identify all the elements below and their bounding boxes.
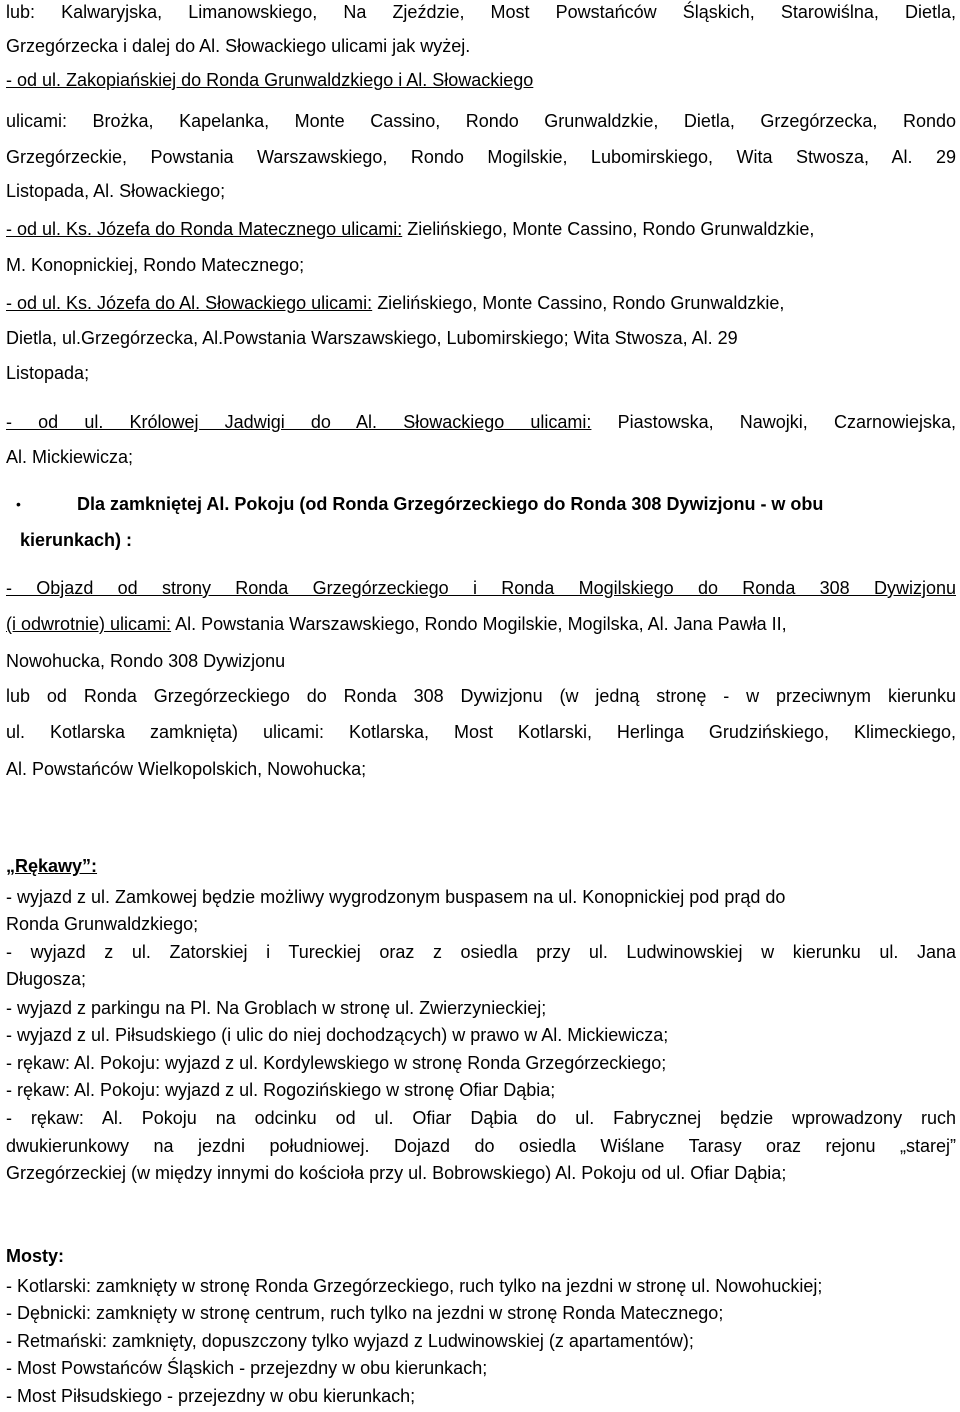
- text-line: ulicami: Brożka, Kapelanka, Monte Cassino, Rondo Grunwaldzkie, Dietla, Grzegórzecka, Rondo: [6, 111, 956, 131]
- text-segment: Zielińskiego, Monte Cassino, Rondo Grunwaldzkie,: [372, 293, 785, 313]
- text-segment-underlined: - od ul. Królowej Jadwigi do Al. Słowackiego ulicami:: [6, 412, 592, 432]
- text-line: - wyjazd z ul. Zamkowej będzie możliwy wygrodzonym buspasem na ul. Konopnickiej pod prąd do: [6, 887, 786, 907]
- text-line: - Most Piłsudskiego - przejezdny w obu kierunkach;: [6, 1386, 416, 1406]
- text-line: - Objazd od strony Ronda Grzegórzeckiego i Ronda Mogilskiego do Ronda 308 Dywizjonu: [6, 578, 956, 598]
- text-line: [6, 412, 956, 432]
- bullet-icon: •: [16, 496, 21, 512]
- text-line: - rękaw: Al. Pokoju na odcinku od ul. Ofiar Dąbia do ul. Fabrycznej będzie wprowadzony ruch: [6, 1108, 956, 1128]
- text-segment: Al. Powstania Warszawskiego, Rondo Mogilskie, Mogilska, Al. Jana Pawła II,: [171, 614, 787, 634]
- text-line: - rękaw: Al. Pokoju: wyjazd z ul. Rogozińskiego w stronę Ofiar Dąbia;: [6, 1080, 556, 1100]
- text-line: - od ul. Zakopiańskiej do Ronda Grunwaldzkiego i Al. Słowackiego: [6, 70, 534, 90]
- text-line: Grzegórzecka i dalej do Al. Słowackiego ulicami jak wyżej.: [6, 36, 471, 56]
- text-line: Długosza;: [6, 969, 87, 989]
- text-line: Grzegórzeckie, Powstania Warszawskiego, Rondo Mogilskie, Lubomirskiego, Wita Stwosza, Al. 29: [6, 147, 956, 167]
- text-line: Listopada, Al. Słowackiego;: [6, 181, 226, 201]
- text-line: [6, 293, 956, 313]
- text-line: Al. Powstańców Wielkopolskich, Nowohucka;: [6, 759, 367, 779]
- text-line: Al. Mickiewicza;: [6, 447, 134, 467]
- section-heading: „Rękawy”:: [6, 856, 98, 876]
- text-line: - Dębnicki: zamknięty w stronę centrum, ruch tylko na jezdni w stronę Ronda Matecznego;: [6, 1303, 724, 1323]
- text-line: - Retmański: zamknięty, dopuszczony tylko wyjazd z Ludwinowskiej (z apartamentów);: [6, 1331, 694, 1351]
- text-line: Ronda Grunwaldzkiego;: [6, 914, 199, 934]
- text-line: - wyjazd z parkingu na Pl. Na Groblach w stronę ul. Zwierzynieckiej;: [6, 998, 547, 1018]
- text-line: dwukierunkowy na jezdni południowej. Dojazd do osiedla Wiślane Tarasy oraz rejonu „starej”: [6, 1136, 956, 1156]
- text-line: - Kotlarski: zamknięty w stronę Ronda Grzegórzeckiego, ruch tylko na jezdni w stronę ul. Nowohuckiej;: [6, 1276, 823, 1296]
- text-line: [6, 614, 956, 634]
- text-line: M. Konopnickiej, Rondo Matecznego;: [6, 255, 305, 275]
- text-segment-underlined: (i odwrotnie) ulicami:: [6, 614, 172, 634]
- section-heading: kierunkach) :: [20, 530, 133, 550]
- text-segment-underlined: - od ul. Ks. Józefa do Al. Słowackiego ulicami:: [6, 293, 373, 313]
- text-line: [6, 219, 956, 239]
- text-line: - wyjazd z ul. Piłsudskiego (i ulic do niej dochodzących) w prawo w Al. Mickiewicza;: [6, 1025, 669, 1045]
- text-line: lub od Ronda Grzegórzeckiego do Ronda 308 Dywizjonu (w jedną stronę - w przeciwnym kierunku: [6, 686, 956, 706]
- text-line: Nowohucka, Rondo 308 Dywizjonu: [6, 651, 286, 671]
- text-line: Listopada;: [6, 363, 90, 383]
- text-segment: Zielińskiego, Monte Cassino, Rondo Grunwaldzkie,: [402, 219, 815, 239]
- section-heading: Dla zamkniętej Al. Pokoju (od Ronda Grzegórzeckiego do Ronda 308 Dywizjonu - w obu: [77, 494, 824, 514]
- section-heading: Mosty:: [6, 1246, 64, 1266]
- text-line: lub: Kalwaryjska, Limanowskiego, Na Zjeździe, Most Powstańców Śląskich, Starowiślna, Dietla,: [6, 2, 956, 22]
- text-segment-underlined: - od ul. Ks. Józefa do Ronda Matecznego ulicami:: [6, 219, 403, 239]
- text-line: - rękaw: Al. Pokoju: wyjazd z ul. Kordylewskiego w stronę Ronda Grzegórzeckiego;: [6, 1053, 667, 1073]
- text-line: - Most Powstańców Śląskich - przejezdny w obu kierunkach;: [6, 1358, 488, 1378]
- text-line: ul. Kotlarska zamknięta) ulicami: Kotlarska, Most Kotlarski, Herlinga Grudzińskiego, Klimeckiego,: [6, 722, 956, 742]
- text-line: Dietla, ul.Grzegórzecka, Al.Powstania Warszawskiego, Lubomirskiego; Wita Stwosza, Al. 29: [6, 328, 738, 348]
- text-line: - wyjazd z ul. Zatorskiej i Tureckiej oraz z osiedla przy ul. Ludwinowskiej w kierunku ul. Jana: [6, 942, 956, 962]
- text-segment: Piastowska, Nawojki, Czarnowiejska,: [591, 412, 957, 432]
- text-line: Grzegórzeckiej (w między innymi do kościoła przy ul. Bobrowskiego) Al. Pokoju od ul. Ofiar Dąbia;: [6, 1163, 787, 1183]
